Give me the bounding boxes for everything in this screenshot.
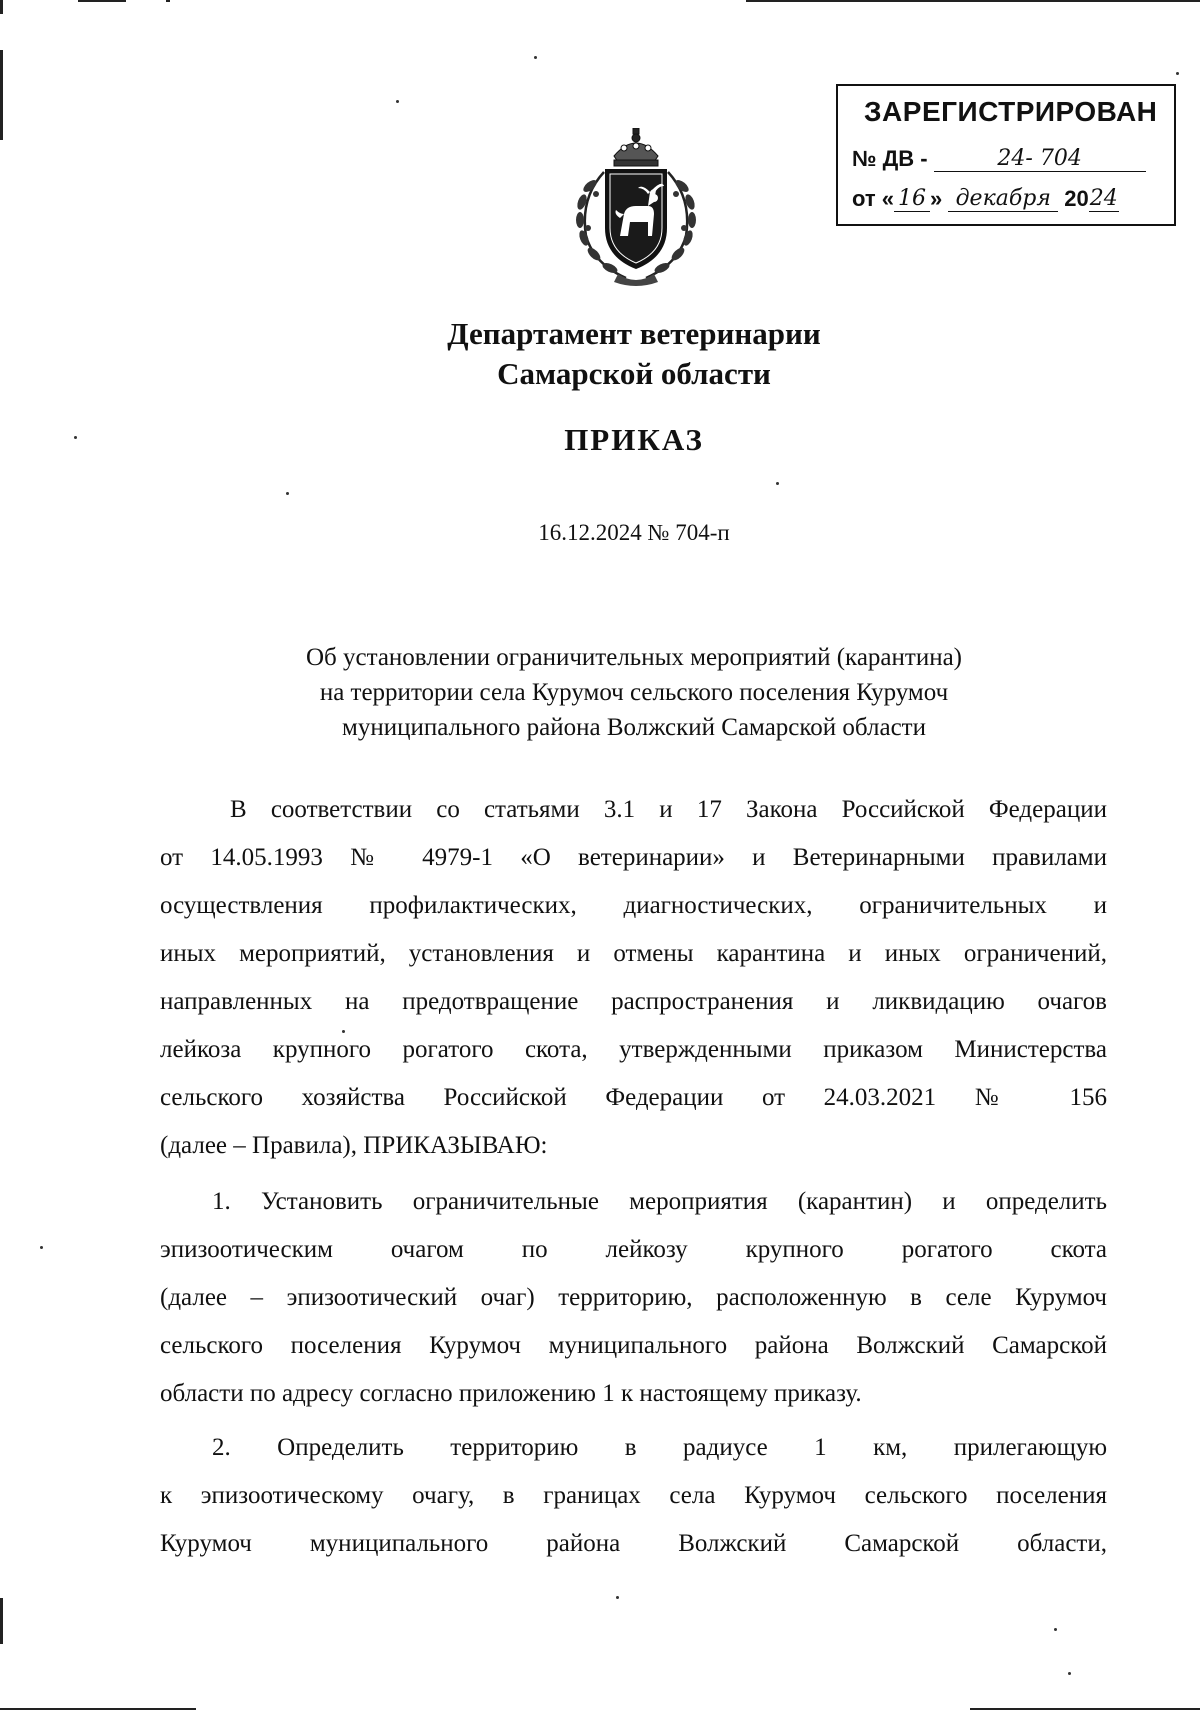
item-1-line: эпизоотическим очагом по лейкозу крупного рогатого скота	[160, 1236, 1107, 1263]
scan-artifact	[78, 0, 126, 2]
subject-line-1: Об установлении ограничительных мероприятий (карантина)	[305, 644, 963, 671]
document-subject	[0, 640, 1200, 745]
preamble-line: сельского хозяйства Российской Федерации от 24.03.2021 № 156	[160, 1084, 1107, 1111]
scan-speck	[616, 1596, 619, 1599]
scan-speck	[534, 56, 537, 59]
scan-speck	[40, 1246, 43, 1249]
scan-speck	[396, 100, 399, 103]
stamp-title: ЗАРЕГИСТРИРОВАН	[864, 96, 1158, 127]
samara-coat-of-arms-icon	[566, 128, 706, 286]
stamp-number-row	[852, 146, 1146, 172]
scan-speck	[1054, 1628, 1057, 1631]
subject-line-2: на территории села Курумоч сельского поселения Курумоч	[319, 679, 949, 706]
registration-stamp	[836, 84, 1176, 226]
item-2-line: 2. Определить территорию в радиусе 1 км, прилегающую	[212, 1434, 1107, 1461]
scan-speck	[1176, 72, 1179, 75]
item-1-line: 1. Установить ограничительные мероприятия (карантин) и определить	[212, 1188, 1107, 1215]
preamble-line: (далее – Правила), ПРИКАЗЫВАЮ:	[160, 1132, 548, 1159]
scan-speck	[286, 492, 289, 495]
item-2-line: к эпизоотическому очагу, в границах села Курумоч сельского поселения	[160, 1482, 1107, 1509]
document-type-title: ПРИКАЗ	[564, 422, 704, 457]
department-name	[0, 314, 1200, 394]
department-line-2: Самарской области	[497, 356, 771, 391]
scan-speck	[1068, 1672, 1071, 1675]
stamp-number-prefix: № ДВ -	[852, 146, 928, 171]
preamble-paragraph	[160, 786, 1107, 1170]
scan-artifact	[0, 1708, 196, 1710]
item-1-line: области по адресу согласно приложению 1 к настоящему приказу.	[160, 1380, 862, 1407]
order-item-1	[160, 1178, 1107, 1418]
scan-artifact	[746, 0, 1200, 2]
scan-artifact	[166, 0, 170, 2]
item-1-line: сельского поселения Курумоч муниципального района Волжский Самарской	[160, 1332, 1107, 1359]
stamp-date-mid: »	[930, 186, 943, 211]
department-line-1: Департамент ветеринарии	[447, 316, 821, 351]
scan-artifact	[0, 0, 3, 14]
subject-line-3: муниципального района Волжский Самарской области	[342, 714, 926, 741]
stamp-date-day: 16	[894, 187, 930, 212]
stamp-number-handwritten: 24- 704	[934, 147, 1146, 172]
scan-speck	[776, 482, 779, 485]
item-2-line: Курумоч муниципального района Волжский Самарской области,	[160, 1530, 1107, 1557]
scan-artifact	[0, 1598, 3, 1644]
preamble-line: осуществления профилактических, диагностических, ограничительных и	[160, 892, 1107, 919]
preamble-line: от 14.05.1993 № 4979-1 «О ветеринарии» и Ветеринарными правилами	[160, 844, 1107, 871]
stamp-date-year-suffix: 24	[1089, 186, 1118, 211]
item-1-line: (далее – эпизоотический очаг) территорию, расположенную в селе Курумоч	[160, 1284, 1107, 1311]
scan-artifact	[970, 1708, 1200, 1710]
preamble-line: направленных на предотвращение распространения и ликвидацию очагов	[160, 988, 1107, 1015]
stamp-date-year-prefix: 20	[1064, 186, 1089, 211]
preamble-line: В соответствии со статьями 3.1 и 17 Закона Российской Федерации	[230, 796, 1107, 823]
scan-artifact	[0, 50, 3, 140]
stamp-date-row	[852, 186, 1119, 212]
stamp-date-prefix: от «	[852, 186, 895, 211]
stamp-date-month: декабря	[948, 187, 1058, 212]
preamble-line: иных мероприятий, установления и отмены карантина и иных ограничений,	[160, 940, 1107, 967]
document-date-number: 16.12.2024 № 704-п	[538, 520, 730, 545]
preamble-line: лейкоза крупного рогатого скота, утвержденными приказом Министерства	[160, 1036, 1107, 1063]
order-item-2	[160, 1424, 1107, 1568]
